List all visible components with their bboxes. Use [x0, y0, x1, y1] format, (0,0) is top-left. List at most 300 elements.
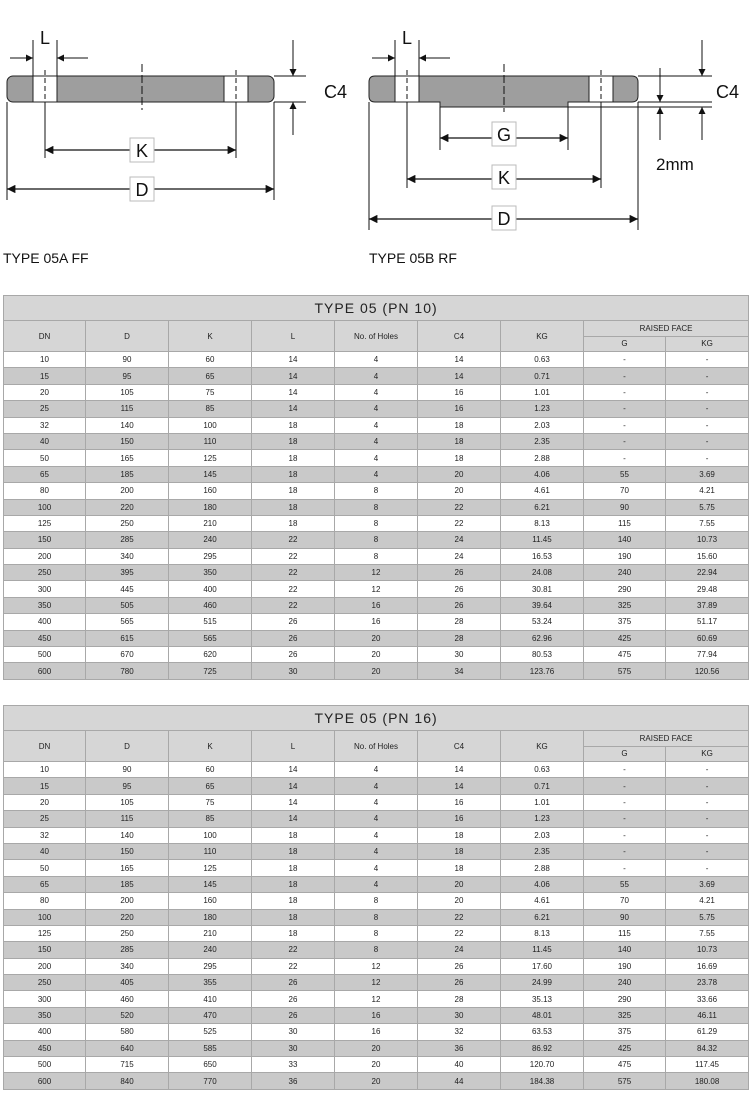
table-cell: 16.53: [501, 548, 584, 564]
table-cell: 18: [418, 860, 501, 876]
table-cell: 1.01: [501, 384, 584, 400]
table-row: [4, 794, 749, 810]
table-cell: 24.08: [501, 565, 584, 581]
table-cell: 20: [418, 893, 501, 909]
table-cell: 18: [252, 827, 335, 843]
table-cell: 4: [335, 843, 418, 859]
table-cell: 1.23: [501, 401, 584, 417]
table-cell: 32: [4, 827, 86, 843]
rf-dim-k-label: K: [497, 168, 511, 188]
table-cell: 90: [584, 909, 666, 925]
table-row: [4, 975, 749, 991]
table-cell: 11.45: [501, 942, 584, 958]
table-cell: 7.55: [666, 515, 749, 531]
table-cell: 26: [418, 565, 501, 581]
table-cell: 8: [335, 909, 418, 925]
table-cell: 18: [252, 909, 335, 925]
table-cell: 80: [4, 893, 86, 909]
table-cell: 615: [86, 630, 169, 646]
col-header-raised-face: RAISED FACE: [584, 731, 749, 747]
col-header-k: K: [169, 321, 252, 352]
table-cell: 14: [252, 811, 335, 827]
table-cell: 61.29: [666, 1024, 749, 1040]
table-cell: 325: [584, 597, 666, 613]
table-cell: 240: [169, 942, 252, 958]
table-cell: 450: [4, 630, 86, 646]
table-cell: 18: [418, 827, 501, 843]
table-cell: 184.38: [501, 1073, 584, 1089]
table-cell: 125: [169, 450, 252, 466]
col-header-c4: C4: [418, 321, 501, 352]
table-cell: 26: [418, 975, 501, 991]
table-cell: 125: [4, 515, 86, 531]
table-cell: 14: [418, 368, 501, 384]
table-cell: 18: [252, 450, 335, 466]
table-cell: 60: [169, 762, 252, 778]
table-cell: 22: [418, 925, 501, 941]
table-row: [4, 778, 749, 794]
table-cell: 840: [86, 1073, 169, 1089]
table-row: [4, 352, 749, 368]
spec-table-2: [3, 705, 749, 1090]
table-cell: 14: [418, 762, 501, 778]
table-cell: 580: [86, 1024, 169, 1040]
col-header-dn: DN: [4, 321, 86, 352]
table-cell: 24: [418, 532, 501, 548]
table-cell: 65: [4, 466, 86, 482]
table-cell: 6.21: [501, 909, 584, 925]
table-cell: 400: [169, 581, 252, 597]
table-cell: 48.01: [501, 1007, 584, 1023]
table-cell: 14: [252, 368, 335, 384]
table-cell: 715: [86, 1057, 169, 1073]
table-cell: 240: [169, 532, 252, 548]
table-cell: 110: [169, 843, 252, 859]
table-cell: 26: [252, 1007, 335, 1023]
table-cell: 200: [4, 548, 86, 564]
table-cell: 0.71: [501, 368, 584, 384]
table-cell: 3.69: [666, 876, 749, 892]
rf-dim-l-label: L: [402, 28, 413, 48]
table-cell: 475: [584, 1057, 666, 1073]
table-cell: 3.69: [666, 466, 749, 482]
table-cell: 18: [252, 417, 335, 433]
table-cell: 125: [169, 860, 252, 876]
table-cell: 4.06: [501, 466, 584, 482]
table-cell: 40: [418, 1057, 501, 1073]
type-05b-rf-label: TYPE 05B RF: [369, 250, 457, 266]
table-cell: -: [584, 368, 666, 384]
table-cell: 100: [4, 499, 86, 515]
table-cell: 620: [169, 647, 252, 663]
table-row: [4, 1024, 749, 1040]
table-row: [4, 532, 749, 548]
table-cell: 115: [584, 925, 666, 941]
table-cell: 80.53: [501, 647, 584, 663]
table-cell: 340: [86, 958, 169, 974]
table-cell: -: [666, 762, 749, 778]
table-cell: 20: [335, 647, 418, 663]
table-cell: 8.13: [501, 925, 584, 941]
table-cell: 4.21: [666, 893, 749, 909]
table-cell: 75: [169, 794, 252, 810]
table-cell: 4: [335, 433, 418, 449]
rf-dim-d-label: D: [497, 209, 511, 229]
table-cell: -: [666, 417, 749, 433]
table-cell: 18: [252, 893, 335, 909]
table-cell: 16: [418, 811, 501, 827]
table-cell: 395: [86, 565, 169, 581]
table-cell: 125: [4, 925, 86, 941]
table-cell: 500: [4, 1057, 86, 1073]
table-row: [4, 827, 749, 843]
table-cell: -: [666, 811, 749, 827]
table-cell: 14: [252, 352, 335, 368]
table-cell: 565: [169, 630, 252, 646]
table-cell: 0.63: [501, 762, 584, 778]
table-cell: 12: [335, 581, 418, 597]
table-row: [4, 630, 749, 646]
table-cell: 30: [252, 663, 335, 679]
table-cell: -: [666, 450, 749, 466]
table-cell: 7.55: [666, 925, 749, 941]
table-cell: 4.21: [666, 483, 749, 499]
table-cell: 140: [86, 417, 169, 433]
table-cell: 650: [169, 1057, 252, 1073]
table-row: [4, 433, 749, 449]
table-cell: 37.89: [666, 597, 749, 613]
table-cell: 16: [418, 384, 501, 400]
table-cell: 15.60: [666, 548, 749, 564]
table-cell: 18: [418, 843, 501, 859]
table-cell: 18: [252, 876, 335, 892]
table-cell: -: [666, 352, 749, 368]
table-cell: 165: [86, 450, 169, 466]
table-cell: 8: [335, 942, 418, 958]
table-cell: 725: [169, 663, 252, 679]
table-cell: 24: [418, 548, 501, 564]
table-cell: 36: [418, 1040, 501, 1056]
table-cell: 75: [169, 384, 252, 400]
table-row: [4, 1040, 749, 1056]
table-cell: 500: [4, 647, 86, 663]
table-cell: 26: [252, 647, 335, 663]
table-cell: 20: [335, 630, 418, 646]
table-cell: 26: [418, 958, 501, 974]
table-cell: 84.32: [666, 1040, 749, 1056]
table-cell: 200: [4, 958, 86, 974]
table-cell: 525: [169, 1024, 252, 1040]
table-cell: -: [584, 811, 666, 827]
table-cell: 85: [169, 811, 252, 827]
table-cell: 23.78: [666, 975, 749, 991]
table-cell: 18: [418, 450, 501, 466]
table-cell: 29.48: [666, 581, 749, 597]
flange-rf-drawing: [369, 40, 712, 230]
table-cell: 60.69: [666, 630, 749, 646]
col-header-g: G: [584, 336, 666, 352]
table-row: [4, 1057, 749, 1073]
col-header-dn: DN: [4, 731, 86, 762]
table-cell: 15: [4, 368, 86, 384]
table-cell: 55: [584, 876, 666, 892]
table-cell: 350: [4, 597, 86, 613]
table-cell: 28: [418, 991, 501, 1007]
table-cell: 15: [4, 778, 86, 794]
table-cell: 150: [86, 843, 169, 859]
table-cell: 2.03: [501, 417, 584, 433]
table-cell: 90: [584, 499, 666, 515]
table-cell: 14: [252, 384, 335, 400]
col-header-d: D: [86, 731, 169, 762]
table-cell: 70: [584, 893, 666, 909]
table-cell: 210: [169, 515, 252, 531]
table-row: [4, 466, 749, 482]
table-row: [4, 384, 749, 400]
table-cell: 10: [4, 352, 86, 368]
table-cell: 16: [418, 401, 501, 417]
table-cell: 105: [86, 794, 169, 810]
table-cell: 250: [86, 925, 169, 941]
table-cell: 33.66: [666, 991, 749, 1007]
table-row: [4, 958, 749, 974]
table-cell: 26: [252, 975, 335, 991]
table-cell: -: [584, 433, 666, 449]
table-cell: 25: [4, 401, 86, 417]
table-cell: -: [666, 401, 749, 417]
rf-dim-c4-label: C4: [716, 82, 740, 102]
table-cell: 425: [584, 630, 666, 646]
table-cell: 4: [335, 417, 418, 433]
col-header-rf-kg: KG: [666, 336, 749, 352]
table-cell: 65: [169, 368, 252, 384]
table-cell: 18: [252, 433, 335, 449]
table-cell: 470: [169, 1007, 252, 1023]
col-header-d: D: [86, 321, 169, 352]
table-cell: 10.73: [666, 942, 749, 958]
table-cell: 14: [252, 794, 335, 810]
table-cell: -: [584, 860, 666, 876]
table-cell: 18: [252, 499, 335, 515]
table-cell: 14: [418, 778, 501, 794]
table-cell: 285: [86, 942, 169, 958]
table-cell: -: [666, 794, 749, 810]
table-cell: 250: [86, 515, 169, 531]
table-cell: 115: [584, 515, 666, 531]
table-cell: 400: [4, 1024, 86, 1040]
table-cell: 300: [4, 991, 86, 1007]
table-cell: 50: [4, 860, 86, 876]
table-row: [4, 548, 749, 564]
table-cell: 1.23: [501, 811, 584, 827]
table-cell: 8: [335, 893, 418, 909]
table-row: [4, 450, 749, 466]
table-cell: 425: [584, 1040, 666, 1056]
table-cell: 18: [418, 433, 501, 449]
table-row: [4, 483, 749, 499]
col-header-l: L: [252, 321, 335, 352]
table-cell: 16: [418, 794, 501, 810]
table-cell: 10: [4, 762, 86, 778]
table-cell: 4: [335, 450, 418, 466]
table-cell: 16.69: [666, 958, 749, 974]
table-cell: -: [666, 368, 749, 384]
table-cell: 250: [4, 565, 86, 581]
table-cell: -: [584, 843, 666, 859]
col-header-kg: KG: [501, 321, 584, 352]
rf-dim-2mm-label: 2mm: [656, 155, 694, 174]
table-cell: 8: [335, 532, 418, 548]
table-cell: 115: [86, 401, 169, 417]
spec-table-1: [3, 295, 749, 680]
table-cell: 4: [335, 778, 418, 794]
table-cell: 24: [418, 942, 501, 958]
table-row: [4, 581, 749, 597]
table-cell: 30: [418, 647, 501, 663]
table-cell: 4: [335, 860, 418, 876]
table-cell: 100: [169, 417, 252, 433]
table-cell: 70: [584, 483, 666, 499]
table-cell: 11.45: [501, 532, 584, 548]
table-cell: -: [584, 827, 666, 843]
table-cell: 340: [86, 548, 169, 564]
table-cell: 20: [335, 663, 418, 679]
col-header-rf-kg: KG: [666, 746, 749, 762]
table-cell: 8: [335, 515, 418, 531]
table-cell: 4: [335, 368, 418, 384]
table-cell: -: [666, 827, 749, 843]
table-cell: 600: [4, 1073, 86, 1089]
ff-dim-d-label: D: [135, 180, 149, 200]
table-row: [4, 762, 749, 778]
table-cell: 350: [169, 565, 252, 581]
col-header-holes: No. of Holes: [335, 731, 418, 762]
table-cell: 18: [252, 466, 335, 482]
table-cell: 575: [584, 663, 666, 679]
table-cell: 4: [335, 876, 418, 892]
table-cell: 28: [418, 614, 501, 630]
table-row: [4, 663, 749, 679]
table-cell: 18: [252, 843, 335, 859]
table-row: [4, 647, 749, 663]
table-cell: 90: [86, 762, 169, 778]
rf-dim-g-label: G: [496, 125, 512, 145]
table-cell: 18: [418, 417, 501, 433]
table-cell: 180: [169, 499, 252, 515]
table-cell: -: [584, 417, 666, 433]
table-cell: 22: [252, 958, 335, 974]
table-cell: 10.73: [666, 532, 749, 548]
table-row: [4, 909, 749, 925]
table-cell: 4: [335, 827, 418, 843]
table-cell: 355: [169, 975, 252, 991]
table-cell: 32: [418, 1024, 501, 1040]
table-cell: 20: [418, 876, 501, 892]
table-cell: 18: [252, 483, 335, 499]
table-cell: 210: [169, 925, 252, 941]
table-cell: 17.60: [501, 958, 584, 974]
table-cell: 375: [584, 1024, 666, 1040]
table-cell: 2.03: [501, 827, 584, 843]
table-cell: 40: [4, 843, 86, 859]
table-cell: 14: [252, 778, 335, 794]
table-row: [4, 401, 749, 417]
table-cell: 4.06: [501, 876, 584, 892]
table-cell: 40: [4, 433, 86, 449]
table-cell: 8: [335, 499, 418, 515]
table-cell: 100: [4, 909, 86, 925]
col-header-l: L: [252, 731, 335, 762]
table-cell: 290: [584, 581, 666, 597]
table-cell: 285: [86, 532, 169, 548]
table-cell: 30.81: [501, 581, 584, 597]
flange-ff-drawing: [7, 40, 306, 201]
table-cell: 55: [584, 466, 666, 482]
table-cell: 140: [584, 532, 666, 548]
table-cell: 670: [86, 647, 169, 663]
table-cell: 50: [4, 450, 86, 466]
table-cell: 2.88: [501, 860, 584, 876]
table-cell: 20: [418, 466, 501, 482]
table-cell: 22: [418, 499, 501, 515]
col-header-k: K: [169, 731, 252, 762]
table-row: [4, 368, 749, 384]
table-cell: 16: [335, 1024, 418, 1040]
table-cell: 22: [418, 909, 501, 925]
table-cell: -: [584, 401, 666, 417]
table-row: [4, 942, 749, 958]
table-cell: 65: [4, 876, 86, 892]
table-cell: 150: [4, 942, 86, 958]
table-cell: 145: [169, 466, 252, 482]
table-cell: 4: [335, 811, 418, 827]
table-cell: 300: [4, 581, 86, 597]
table-cell: 4: [335, 401, 418, 417]
table-row: [4, 843, 749, 859]
table-cell: 14: [252, 762, 335, 778]
table-cell: 16: [335, 1007, 418, 1023]
table-cell: 90: [86, 352, 169, 368]
table-cell: 14: [418, 352, 501, 368]
table-cell: 22.94: [666, 565, 749, 581]
table-row: [4, 499, 749, 515]
table-cell: 180: [169, 909, 252, 925]
table-cell: 20: [418, 483, 501, 499]
table-cell: 26: [252, 630, 335, 646]
table-cell: 30: [418, 1007, 501, 1023]
table-cell: 4: [335, 794, 418, 810]
table-cell: 46.11: [666, 1007, 749, 1023]
table-cell: 8: [335, 483, 418, 499]
table-cell: 460: [86, 991, 169, 1007]
table-cell: 80: [4, 483, 86, 499]
table-row: [4, 614, 749, 630]
table-row: [4, 925, 749, 941]
table-cell: 26: [252, 991, 335, 1007]
type-05a-ff-label: TYPE 05A FF: [3, 250, 89, 266]
table-cell: 18: [252, 860, 335, 876]
table-cell: 4: [335, 466, 418, 482]
table-cell: 185: [86, 876, 169, 892]
table-cell: 1.01: [501, 794, 584, 810]
table-cell: 250: [4, 975, 86, 991]
table-cell: 220: [86, 499, 169, 515]
table-row: [4, 811, 749, 827]
table-row: [4, 565, 749, 581]
table-cell: -: [584, 794, 666, 810]
table-cell: 220: [86, 909, 169, 925]
table-cell: 95: [86, 368, 169, 384]
